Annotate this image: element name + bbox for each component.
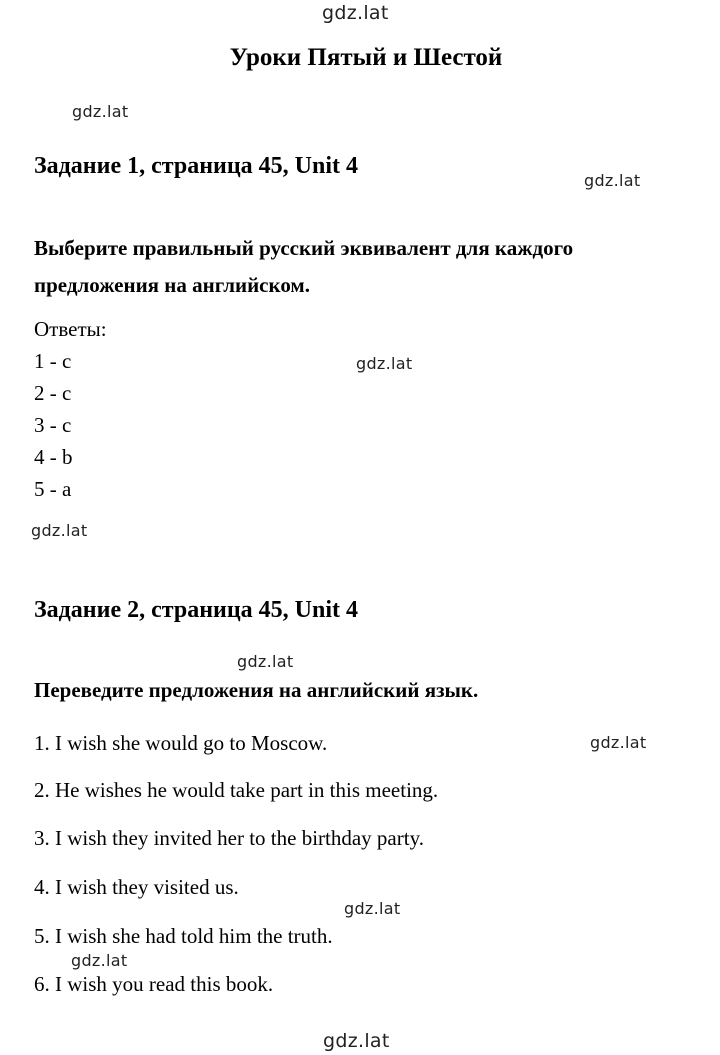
watermark-task1-right: gdz.lat [584, 171, 641, 190]
answers-label: Ответы: [34, 317, 107, 341]
translation-item: 6. I wish you read this book. [34, 972, 274, 996]
translation-item: 2. He wishes he would take part in this meeting. [34, 778, 439, 802]
page-title: Уроки Пятый и Шестой [229, 44, 503, 71]
watermark-under-title: gdz.lat [72, 102, 129, 121]
answer-item: 4 - b [34, 445, 73, 469]
watermark-answers-mid: gdz.lat [356, 354, 413, 373]
answer-item: 2 - c [34, 381, 72, 405]
translation-item: 5. I wish she had told him the truth. [34, 924, 333, 948]
task2-instruction: Переведите предложения на английский язык. [34, 678, 479, 702]
answer-item: 1 - c [34, 349, 72, 373]
answer-item: 5 - a [34, 477, 72, 501]
watermark-item5-left: gdz.lat [71, 951, 128, 970]
task1-instruction: Выберите правильный русский эквивалент для каждого предложения на английском. [34, 236, 574, 297]
task2-heading: Задание 2, страница 45, Unit 4 [34, 597, 359, 623]
translation-item: 3. I wish they invited her to the birthday party. [34, 826, 424, 850]
watermark-answers-below: gdz.lat [31, 521, 88, 540]
answer-item: 3 - c [34, 413, 72, 437]
translation-item: 1. I wish she would go to Moscow. [34, 731, 328, 755]
watermark-item4-mid: gdz.lat [344, 899, 401, 918]
translation-item: 4. I wish they visited us. [34, 875, 239, 899]
task1-heading: Задание 1, страница 45, Unit 4 [34, 153, 359, 179]
watermark-top: gdz.lat [322, 2, 389, 24]
watermark-item1-right: gdz.lat [590, 733, 647, 752]
watermark-bottom: gdz.lat [323, 1030, 390, 1052]
watermark-task2-top: gdz.lat [237, 652, 294, 671]
